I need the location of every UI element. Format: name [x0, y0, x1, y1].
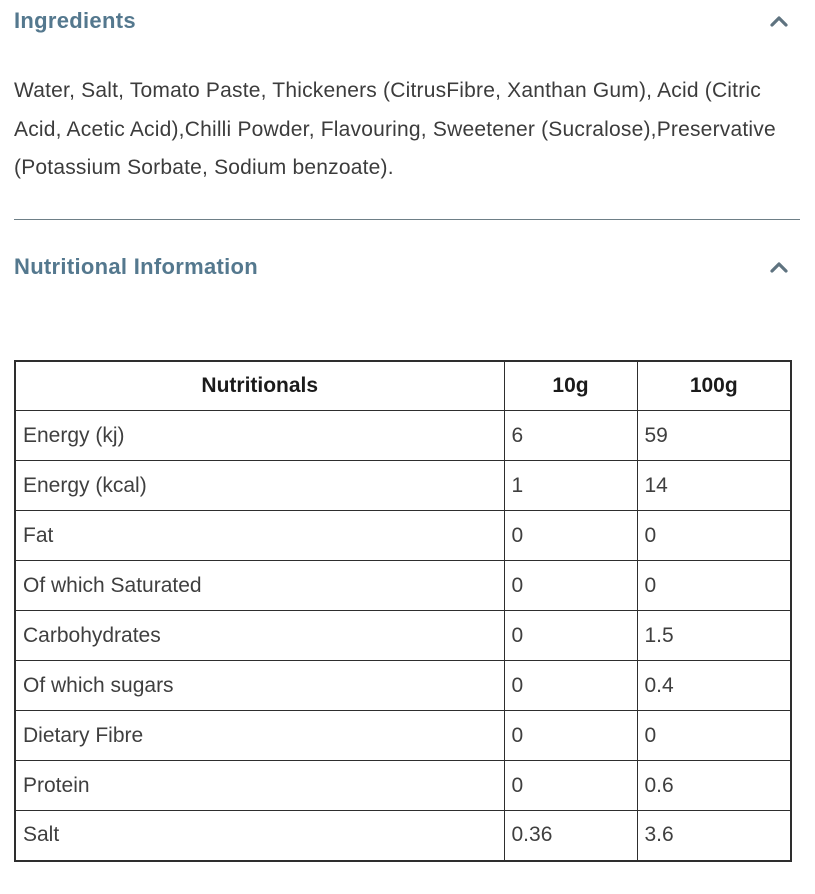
nutrient-label: Dietary Fibre: [15, 711, 504, 761]
nutrition-section-title: Nutritional Information: [14, 253, 258, 279]
value-per-100g: 14: [637, 461, 791, 511]
value-per-100g: 0: [637, 561, 791, 611]
value-per-10g: 0: [504, 561, 637, 611]
value-per-10g: 1: [504, 461, 637, 511]
nutrient-label: Of which sugars: [15, 661, 504, 711]
column-header-10g: 10g: [504, 361, 637, 411]
table-row: [15, 811, 791, 861]
value-per-100g: 0: [637, 711, 791, 761]
table-row: [15, 411, 791, 461]
table-row: [15, 761, 791, 811]
value-per-100g: 0: [637, 511, 791, 561]
section-divider: [14, 219, 800, 220]
table-row: [15, 461, 791, 511]
value-per-100g: 1.5: [637, 611, 791, 661]
table-row: [15, 561, 791, 611]
table-row: [15, 711, 791, 761]
value-per-10g: 0: [504, 611, 637, 661]
nutrition-accordion-header[interactable]: [14, 254, 790, 280]
nutrition-table: [14, 360, 792, 862]
value-per-10g: 0: [504, 761, 637, 811]
ingredients-accordion-header[interactable]: [14, 8, 790, 34]
value-per-100g: 0.4: [637, 661, 791, 711]
nutrient-label: Protein: [15, 761, 504, 811]
column-header-100g: 100g: [637, 361, 791, 411]
nutrient-label: Energy (kj): [15, 411, 504, 461]
ingredients-section-title: Ingredients: [14, 8, 136, 33]
table-row: [15, 661, 791, 711]
value-per-10g: 0: [504, 661, 637, 711]
value-per-10g: 0.36: [504, 811, 637, 861]
value-per-10g: 6: [504, 411, 637, 461]
chevron-up-icon: [768, 14, 790, 28]
chevron-up-icon: [768, 260, 790, 274]
ingredients-text: Water, Salt, Tomato Paste, Thickeners (CitrusFibre, Xanthan Gum), Acid (Citric Acid, Acetic Acid),Chilli Powder, Flavouring, Sweetener (Sucralose),Preservative (Potassium Sorbate, Sodium benzoate).: [14, 79, 776, 179]
value-per-100g: 0.6: [637, 761, 791, 811]
value-per-10g: 0: [504, 511, 637, 561]
nutrient-label: Of which Saturated: [15, 561, 504, 611]
value-per-100g: 3.6: [637, 811, 791, 861]
value-per-100g: 59: [637, 411, 791, 461]
ingredients-collapse-button[interactable]: [768, 14, 790, 28]
nutrition-collapse-button[interactable]: [768, 260, 790, 274]
nutrient-label: Fat: [15, 511, 504, 561]
value-per-10g: 0: [504, 711, 637, 761]
column-header-nutritionals: Nutritionals: [15, 361, 504, 411]
nutrient-label: Energy (kcal): [15, 461, 504, 511]
nutrient-label: Carbohydrates: [15, 611, 504, 661]
table-row: [15, 511, 791, 561]
nutrient-label: Salt: [15, 811, 504, 861]
table-row: [15, 611, 791, 661]
table-header-row: [15, 361, 791, 411]
